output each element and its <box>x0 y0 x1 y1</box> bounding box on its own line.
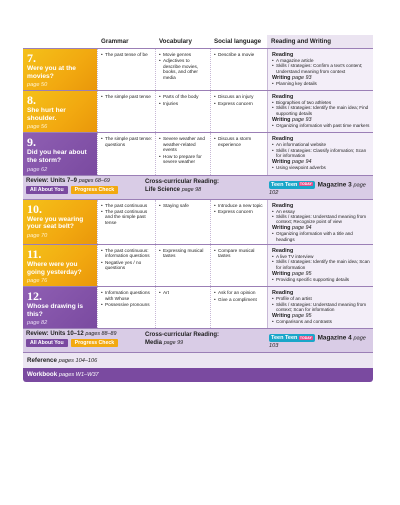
reading-heading: Reading <box>272 94 294 101</box>
list-item: • Movie genres <box>159 52 208 57</box>
social-language-cell <box>210 91 267 132</box>
list-item: • The simple past tense <box>101 94 153 99</box>
writing-page: page 93 <box>291 117 312 124</box>
review-pages: pages 68–69 <box>78 177 110 184</box>
units-10-12 <box>23 199 373 329</box>
social-language-cell-list <box>214 94 265 106</box>
reading-list <box>272 100 370 116</box>
reading-list <box>272 254 370 270</box>
writing-page: page 95 <box>291 313 312 320</box>
list-item: • An essay <box>272 209 370 214</box>
writing-page: page 95 <box>291 270 312 277</box>
grammar-cell-list <box>101 94 153 99</box>
social-language-cell-list <box>214 203 265 215</box>
cross-curricular-subject: Life Science <box>145 186 181 193</box>
unit-number: 7. <box>27 51 36 65</box>
teen-teen-logo: Teen Teen TODAY <box>269 334 315 342</box>
writing-heading: Writing page 95 <box>272 270 312 277</box>
cross-curricular-title: Cross-curricular Reading: <box>145 178 220 185</box>
header-vocabulary: Vocabulary <box>159 38 192 45</box>
writing-list <box>272 165 370 170</box>
list-item: • Skills / strategies: Classify information; Scan for information <box>272 148 370 159</box>
grammar-cell-list <box>101 290 153 307</box>
list-item: • Parts of the body <box>159 94 208 99</box>
writing-page: page 94 <box>291 159 312 166</box>
list-item: • Skills / strategies: Confirm a text's content; Understand meaning from context <box>272 63 370 74</box>
grammar-cell-list <box>101 203 153 226</box>
reference-bar <box>23 352 373 368</box>
social-language-cell-list <box>214 52 265 57</box>
social-language-cell <box>210 49 267 90</box>
unit-title-cell <box>23 91 97 132</box>
unit-title: Did you hear about the storm? <box>27 149 87 164</box>
writing-heading: Writing page 95 <box>272 313 312 320</box>
list-item: • An informational website <box>272 142 370 147</box>
grammar-cell-list <box>101 136 153 147</box>
social-language-cell-list <box>214 248 265 259</box>
unit-row <box>23 132 373 174</box>
social-language-cell-list <box>214 136 265 147</box>
list-item: • How to prepare for severe weather <box>159 154 208 165</box>
cross-curricular-page: page 99 <box>163 340 184 347</box>
list-item: • The simple past tense: questions <box>101 136 153 147</box>
unit-row <box>23 199 373 244</box>
list-item: • Planning key details <box>272 81 370 86</box>
list-item: • Using viewpoint adverbs <box>272 165 370 170</box>
writing-page: page 94 <box>291 225 312 232</box>
list-item: • The past continuous and the simple past tense <box>101 209 153 225</box>
units-7-9 <box>23 48 373 175</box>
workbook-bar <box>23 368 373 382</box>
progress-check-tag: Progress Check <box>71 339 119 347</box>
unit-page: page 62 <box>27 166 48 173</box>
reading-heading: Reading <box>272 290 294 297</box>
writing-list <box>272 231 370 242</box>
writing-list <box>272 319 370 324</box>
unit-title-cell <box>23 200 97 244</box>
header-unit <box>23 35 97 48</box>
list-item: • Information questions with Whose <box>101 290 153 301</box>
grammar-cell <box>97 133 155 174</box>
list-item: • Organizing information with past time markers <box>272 123 370 128</box>
grammar-cell-list <box>101 52 153 57</box>
progress-check-tag: Progress Check <box>71 186 119 194</box>
vocabulary-cell <box>155 49 210 90</box>
unit-row <box>23 90 373 132</box>
unit-number: 12. <box>27 289 42 304</box>
list-item: • The past tense of be <box>101 52 153 57</box>
list-item: • Discuss a storm experience <box>214 136 265 147</box>
unit-title-cell <box>23 49 97 90</box>
list-item: • Describe a movie <box>214 52 265 57</box>
unit-title: Were you wearing your seat belt? <box>27 215 84 231</box>
list-item: • Expressing musical tastes <box>159 248 208 259</box>
list-item: • Possessive pronouns <box>101 302 153 307</box>
list-item: • Give a compliment <box>214 297 265 302</box>
review-units-7-9 <box>23 175 373 199</box>
magazine-title: Magazine 4 <box>317 335 352 343</box>
magazine-page: page 102 <box>269 182 366 196</box>
reading-writing-cell <box>267 133 373 174</box>
list-item: • Staying safe <box>159 203 208 208</box>
magazine-title: Magazine 3 <box>317 181 352 189</box>
vocabulary-cell-list <box>159 94 208 106</box>
list-item: • The past continuous: information questions <box>101 248 153 259</box>
reading-heading: Reading <box>272 52 294 58</box>
review-pages: pages 88–89 <box>85 331 117 338</box>
review-title: Review: Units 10–12 <box>26 331 84 338</box>
unit-row <box>23 48 373 90</box>
unit-title-cell <box>23 245 97 286</box>
social-language-cell <box>210 133 267 174</box>
social-language-cell-list <box>214 290 265 302</box>
unit-page: page 56 <box>27 124 48 131</box>
unit-title-cell <box>23 287 97 328</box>
unit-number: 9. <box>27 135 36 150</box>
cross-curricular-subject: Media <box>145 340 163 347</box>
cross-curricular-title: Cross-curricular Reading: <box>145 332 220 339</box>
header-social-language: Social language <box>214 38 262 45</box>
writing-heading: Writing page 93 <box>272 117 312 124</box>
magazine-page: page 103 <box>269 336 366 350</box>
social-language-cell <box>210 245 267 286</box>
unit-page: page 82 <box>27 320 48 327</box>
list-item: • Profile of an artist <box>272 296 370 301</box>
unit-number: 11. <box>27 247 42 262</box>
list-item: • Discuss an injury <box>214 94 265 99</box>
vocabulary-cell <box>155 133 210 174</box>
workbook-label: Workbook <box>27 371 58 379</box>
vocabulary-cell-list <box>159 52 208 80</box>
social-language-cell <box>210 200 267 244</box>
scope-and-sequence-table <box>23 35 373 382</box>
grammar-cell <box>97 245 155 286</box>
social-language-cell <box>210 287 267 328</box>
cross-curricular-page: page 98 <box>181 186 202 193</box>
reading-heading: Reading <box>272 248 294 255</box>
list-item: • Ask for an opinion <box>214 290 265 295</box>
reference-pages: pages 104–106 <box>58 358 98 365</box>
reading-heading: Reading <box>272 202 294 209</box>
list-item: • A magazine article <box>272 58 370 63</box>
all-about-you-tag: All About You <box>26 186 68 194</box>
unit-title-cell <box>23 133 97 174</box>
header-grammar: Grammar <box>101 38 129 45</box>
unit-title: Were you at the movies? <box>27 65 76 80</box>
vocabulary-cell-list <box>159 290 208 295</box>
unit-row <box>23 286 373 328</box>
unit-page: page 50 <box>27 82 48 89</box>
writing-heading: Writing page 93 <box>272 74 312 81</box>
review-units-10-12 <box>23 328 373 352</box>
unit-title: She hurt her shoulder. <box>27 107 66 122</box>
list-item: • Introduce a new topic <box>214 203 265 208</box>
reading-writing-cell <box>267 200 373 244</box>
grammar-cell <box>97 200 155 244</box>
reading-list <box>272 142 370 158</box>
reference-label: Reference <box>27 357 57 365</box>
list-item: • Comparisons and contrasts <box>272 319 370 324</box>
reading-heading: Reading <box>272 136 294 143</box>
list-item: • Injuries <box>159 101 208 106</box>
writing-list <box>272 81 370 86</box>
workbook-pages: pages W1–W37 <box>58 372 99 379</box>
list-item: • The past continuous <box>101 203 153 208</box>
reading-writing-cell <box>267 245 373 286</box>
grammar-cell-list <box>101 248 153 271</box>
unit-title: Whose drawing is this? <box>27 303 84 318</box>
unit-number: 8. <box>27 93 36 108</box>
list-item: • Providing specific supporting details <box>272 277 370 282</box>
reading-list <box>272 209 370 225</box>
review-title: Review: Units 7–9 <box>26 177 78 184</box>
writing-page: page 93 <box>291 74 312 81</box>
vocabulary-cell-list <box>159 203 208 208</box>
teen-teen-logo: Teen Teen TODAY <box>269 181 315 189</box>
grammar-cell <box>97 91 155 132</box>
reading-writing-cell <box>267 49 373 90</box>
unit-page: page 76 <box>27 278 48 285</box>
list-item: • Adjectives to describe movies, books, and other media <box>159 58 208 80</box>
list-item: • A live TV interview <box>272 254 370 259</box>
list-item: • Skills / strategies: Identify the main idea; Find supporting details <box>272 105 370 116</box>
list-item: • Compare musical tastes <box>214 248 265 259</box>
writing-heading: Writing page 94 <box>272 159 312 166</box>
table-header <box>23 35 373 48</box>
reading-writing-cell <box>267 91 373 132</box>
list-item: • Biographies of two athletes <box>272 100 370 105</box>
list-item: • Skills / strategies: Understand meaning from context; Scan for information <box>272 302 370 313</box>
list-item: • Skills / strategies: Identify the main idea; Scan for information <box>272 259 370 270</box>
list-item: • Negative yes / no questions <box>101 260 153 271</box>
vocabulary-cell-list <box>159 248 208 259</box>
writing-list <box>272 123 370 128</box>
list-item: • Art <box>159 290 208 295</box>
unit-row <box>23 244 373 286</box>
vocabulary-cell <box>155 200 210 244</box>
reading-writing-cell <box>267 287 373 328</box>
reading-list <box>272 296 370 312</box>
vocabulary-cell <box>155 91 210 132</box>
unit-page: page 70 <box>27 232 48 239</box>
list-item: • Express concern <box>214 209 265 214</box>
writing-list <box>272 277 370 282</box>
list-item: • Severe weather and weather-related events <box>159 136 208 152</box>
unit-number: 10. <box>27 201 42 216</box>
unit-title: Where were you going yesterday? <box>27 261 82 276</box>
vocabulary-cell <box>155 287 210 328</box>
grammar-cell <box>97 287 155 328</box>
grammar-cell <box>97 49 155 90</box>
all-about-you-tag: All About You <box>26 339 68 347</box>
vocabulary-cell-list <box>159 136 208 164</box>
list-item: • Express concern <box>214 101 265 106</box>
list-item: • Skills / strategies: Understand meaning from context; Recognize point of view <box>272 214 370 225</box>
list-item: • Organizing information with a title and headings <box>272 231 370 242</box>
vocabulary-cell <box>155 245 210 286</box>
reading-list <box>272 58 370 74</box>
writing-heading: Writing page 94 <box>272 225 312 232</box>
header-reading-writing: Reading and Writing <box>267 35 373 48</box>
